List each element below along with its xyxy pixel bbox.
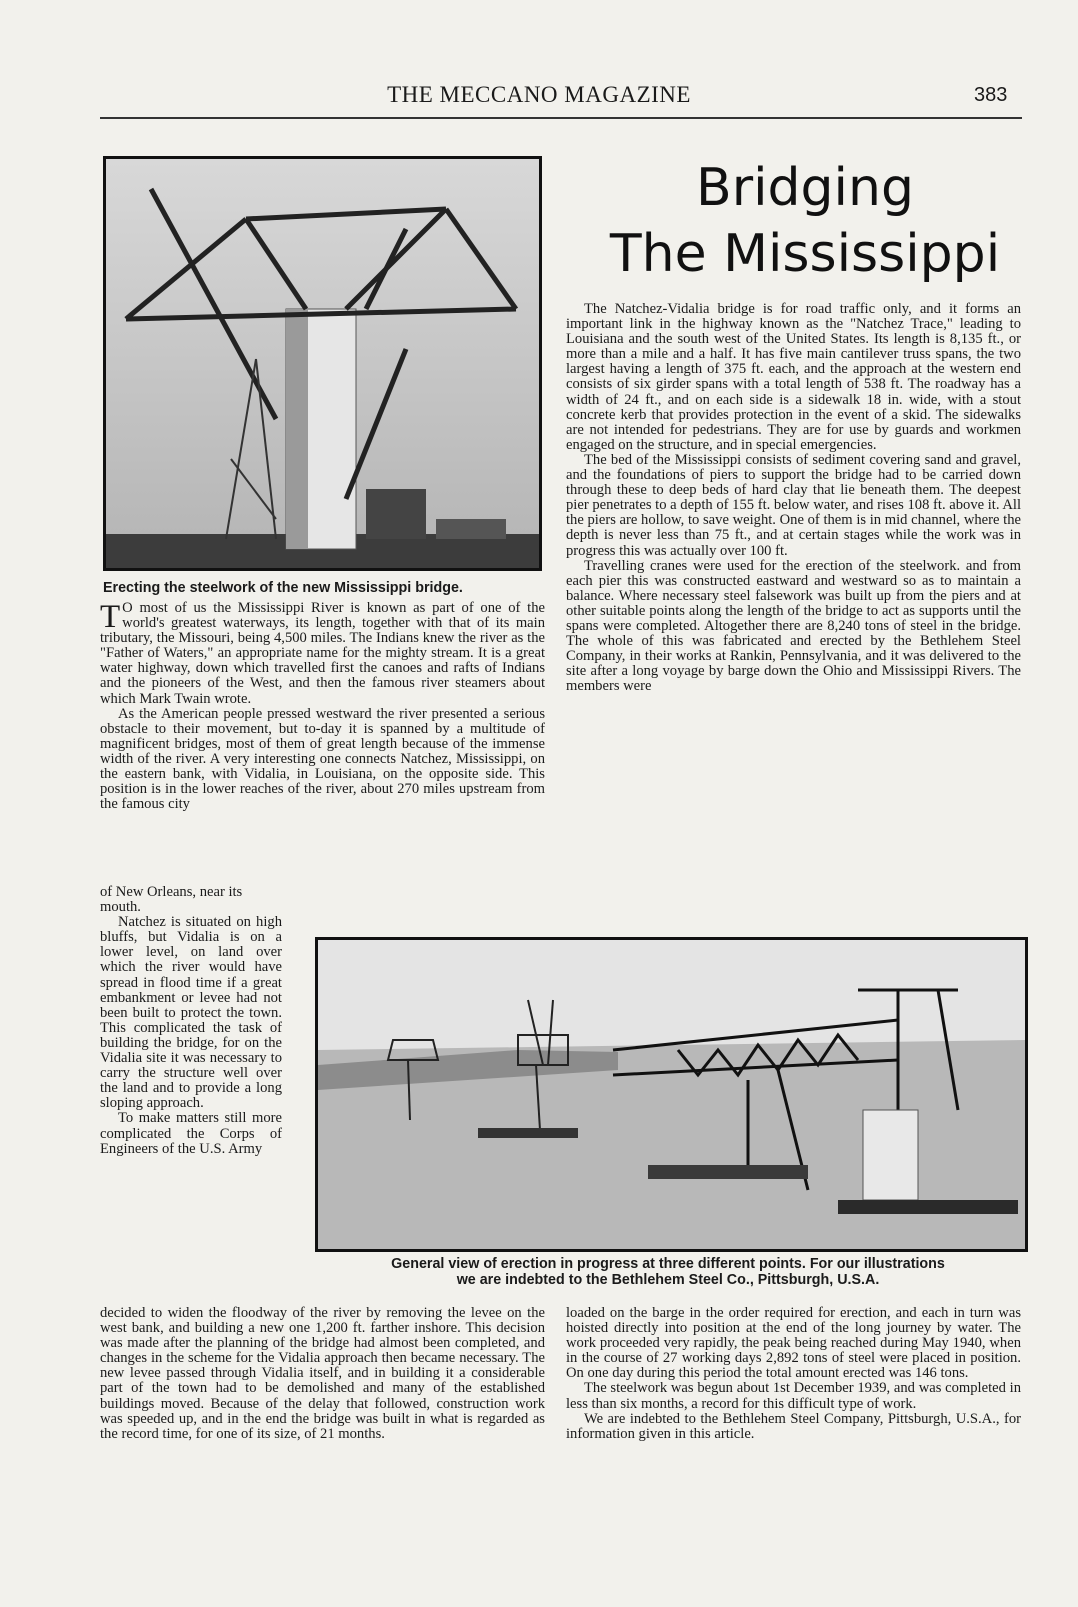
bridge-pier-photo xyxy=(103,156,542,571)
paragraph: We are indebted to the Bethlehem Steel Company, Pittsburgh, U.S.A., for information given in this article. xyxy=(566,1410,1021,1442)
article-title xyxy=(585,155,1025,287)
magazine-title: THE MECCANO MAGAZINE xyxy=(387,82,691,107)
paragraph: The Natchez-Vidalia bridge is for road traffic only, and it forms an important link in the highway known as the "Natchez Trace," leading to Louisiana and the south west of the United States. Its length is 8,135 ft., or more than a mile and a half. It has five main cantilever truss spans, the two largest having a length of 375 ft. each, and the approach at the western end consists of six girder spans with a total length of 538 ft. The roadway has a width of 24 ft., and on each side is a sidewalk 18 in. wide, with a stout concrete kerb that provides protection in the event of a skid. The sidewalks are not intended for pedestrians. They are for use by guards and workmen engaged on the structure, and in special emergencies. xyxy=(566,301,1021,453)
paragraph xyxy=(100,601,545,707)
left-column-lower xyxy=(100,1306,545,1442)
bottom-caption-line1: General view of erection in progress at three different points. For our illustrations xyxy=(391,1256,945,1272)
paragraph: The steelwork was begun about 1st December 1939, and was completed in less than six months, a record for this difficult type of work. xyxy=(566,1380,1021,1412)
right-column-lower xyxy=(566,1306,1021,1442)
drop-cap: T xyxy=(100,599,121,635)
article-title-line2: The Mississippi xyxy=(609,224,1001,284)
article-title-line1: Bridging xyxy=(696,158,914,218)
paragraph-text: O most of us the Mississippi River is known as part of one of the world's greatest waterways, its length, together with that of its main tributary, the Missouri, being 4,500 miles. The Indians knew the river as the "Father of Waters," an appropriate name for the mighty stream. It is a great water highway, down which travelled first the canoes and rafts of Indians and the pioneers of the West, and then the famous river steamers about which Mark Twain wrote. xyxy=(100,600,545,707)
erection-general-view-photo xyxy=(315,937,1028,1252)
paragraph: To make matters still more complicated the Corps of Engineers of the U.S. Army xyxy=(100,1110,282,1157)
paragraph: Travelling cranes were used for the erection of the steelwork. and from each pier this was constructed eastward and westward so as to maintain a balance. Where necessary steel falsework was built up from the piers and at other suitable points along the length of the bridge to act as supports until the spans were completed. Altogether there are 8,240 tons of steel in the bridge. The whole of this was fabricated and erected by the Bethlehem Steel Company, in their works at Rankin, Pennsylvania, and it was delivered to the site after a long voyage by barge down the Ohio and Mississippi Rivers. The members were xyxy=(566,557,1021,695)
header-rule xyxy=(100,117,1022,119)
top-photo-caption: Erecting the steelwork of the new Mississippi bridge. xyxy=(103,580,463,596)
paragraph: Natchez is situated on high bluffs, but Vidalia is on a lower level, on land over which the river would have spread in flood time if a great embankment or levee had not been built to protect the town. This complicated the task of building the bridge, for on the Vidalia site it was necessary to carry the structure well over the land and to provide a long sloping approach. xyxy=(100,914,282,1112)
bottom-caption-line2: we are indebted to the Bethlehem Steel Co., Pittsburgh, U.S.A. xyxy=(456,1272,880,1288)
paragraph: As the American people pressed westward the river presented a serious obstacle to their movement, but to-day it is spanned by a multitude of magnificent bridges, most of them of great length because of the immense width of the river. A very interesting one connects Natchez, Mississippi, on the eastern bank, with Vidalia, in Louisiana, on the opposite side. This position is in the lower reaches of the river, about 270 miles upstream from the famous city xyxy=(100,705,545,813)
right-column-upper xyxy=(566,302,1021,694)
paragraph: decided to widen the floodway of the river by removing the levee on the west bank, and building a new one 1,200 ft. farther inshore. This decision was made after the planning of the bridge had almost been completed, and changes in the scheme for the Vidalia approach then became necessary. The new levee passed through Vidalia itself, and in building it a considerable part of the town had to be demolished and many of the established buildings moved. Because of the delay that followed, construction work was speeded up, and in the end the bridge was built in what is regarded as the record time, for one of its size, of 21 months. xyxy=(100,1305,545,1442)
paragraph: The bed of the Mississippi consists of sediment covering sand and gravel, and the foundations of piers to support the bridge had to be carried down through these to deep beds of hard clay that lie beneath them. The deepest pier penetrates to a depth of 155 ft. below water, and rises 108 ft. above it. All the piers are hollow, to save weight. One of them is in mid channel, where the depth is never less than 75 ft., and at certain stages while the work was in progress this was actually over 100 ft. xyxy=(566,451,1021,559)
paragraph: of New Orleans, near its mouth. xyxy=(100,884,243,916)
paragraph: loaded on the barge in the order required for erection, and each in turn was hoisted directly into position at the end of the long journey by water. The work proceeded very rapidly, the peak being reached during May 1940, when in the course of 27 working days 2,892 tons of steel were placed in position. On one day during this period the total amount erected was 146 tons. xyxy=(566,1305,1021,1382)
bottom-photo-caption xyxy=(312,1256,1024,1288)
left-column-upper xyxy=(100,601,545,812)
left-column-narrow xyxy=(100,885,282,1157)
page-number: 383 xyxy=(974,84,1008,106)
